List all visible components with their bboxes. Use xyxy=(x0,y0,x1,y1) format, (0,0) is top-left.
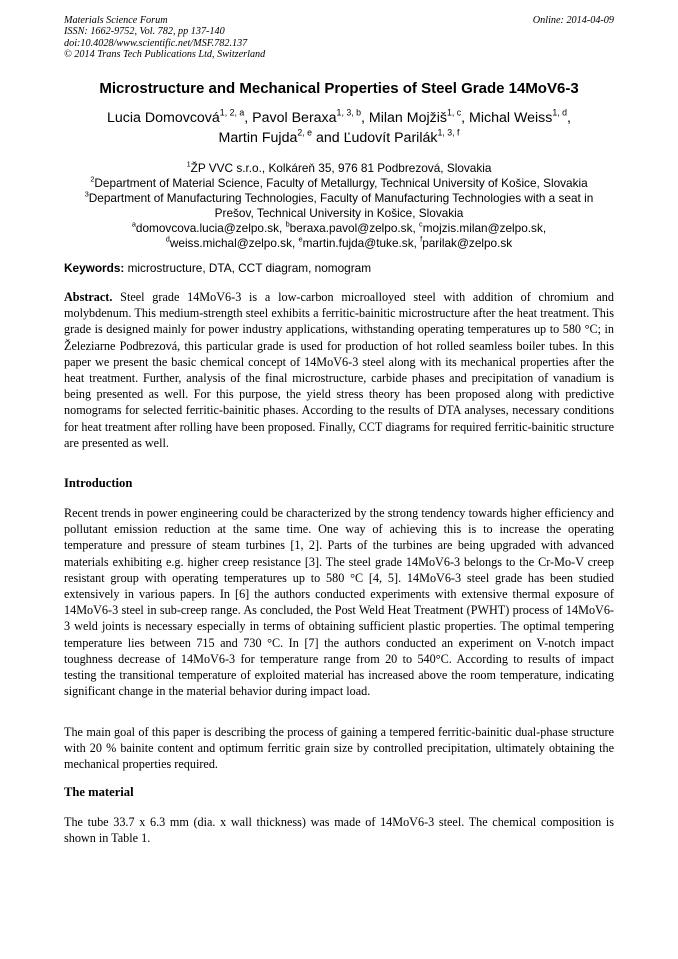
author-sup: 1, d xyxy=(552,107,568,118)
author-sup: 2, e xyxy=(297,127,313,138)
online-date: Online: 2014-04-09 xyxy=(532,15,614,26)
author-list xyxy=(60,108,618,148)
author-name: Martin Fujda xyxy=(218,130,298,146)
affiliation-sup: 2 xyxy=(90,174,95,184)
paragraph: The tube 33.7 x 6.3 mm (dia. x wall thickness) was made of 14MoV6-3 steel. The chemical composition is shown in Table 1. xyxy=(64,815,614,846)
email-f[interactable]: parilak@zelpo.sk xyxy=(422,236,513,250)
author-sup: 1, 3, b xyxy=(336,107,362,118)
paper-title: Microstructure and Mechanical Properties of Steel Grade 14MoV6-3 xyxy=(99,80,579,97)
separator: , xyxy=(567,110,571,126)
author-sup: 1, c xyxy=(446,107,462,118)
email-sup: b xyxy=(285,219,290,229)
affiliation-sup: 1 xyxy=(186,159,191,169)
separator: , xyxy=(461,110,470,126)
author-name: Ľudovít Parilák xyxy=(343,130,438,146)
affiliation-item xyxy=(60,161,618,176)
email-sup: f xyxy=(420,234,423,244)
intro-paragraph-2 xyxy=(64,724,614,773)
abstract-label: Abstract. xyxy=(64,290,113,304)
separator: , xyxy=(361,110,369,126)
author-name: Michal Weiss xyxy=(469,110,553,126)
author-sup: 1, 3, f xyxy=(437,127,460,138)
author-name: Lucia Domovcová xyxy=(107,110,220,126)
affiliation-text: ŽP VVC s.r.o., Kolkáreň 35, 976 81 Podbrezová, Slovakia xyxy=(190,161,492,175)
journal-name: Materials Science Forum xyxy=(64,15,168,26)
intro-paragraph-1 xyxy=(64,505,614,699)
paragraph: The main goal of this paper is describing the process of gaining a tempered ferritic-bainitic dual-phase structure with 20 % bainite content and optimum ferritic grain size by controlled precipitation, ultimately obtaining the mechanical properties required. xyxy=(64,725,614,772)
abstract xyxy=(64,289,614,451)
email-line: $^a$domovcova.lucia@zelpo.sk, $^b$beraxa.pavol@zelpo.sk, $^c$mojzis.milan@zelpo.sk, xyxy=(131,219,547,235)
journal-copyright: © 2014 Trans Tech Publications Ltd, Switzerland xyxy=(64,48,266,60)
author-name: Milan Mojžiš xyxy=(368,110,447,126)
author-name: Pavol Beraxa xyxy=(252,110,337,126)
affiliation-item xyxy=(60,176,618,191)
email-sup: e xyxy=(298,234,303,244)
paragraph: Recent trends in power engineering could be characterized by the strong tendency towards higher efficiency and pollutant emission reduction at the same time. One way of achieving this is to increase the operating temperature and pressure of steam turbines [1, 2]. Parts of the turbines are being upgraded with advanced materials exhibiting e.g. higher creep resistance [3]. The steel grade 14MoV6-3 belongs to the Cr-Mo-V creep resistant group with operating temperatures up to 580 °C [4, 5]. 14MoV6-3 steel grade has been studied extensively in various papers. In [6] the authors conducted experiments with extensive thermal exposure of 14MoV6-3 steel in sub-creep range. As concluded, the Post Weld Heat Treatment (PWHT) process of 14MoV6-3 weld joints is necessary especially in terms of obtaining sufficient plastic properties. The optimal tempering temperature lies between 715 and 730 °C. In [7] the authors conducted an experiment on V-notch impact toughness decrease of 14MoV6-3 for temperature range from 20 to 540°C. According to results of impact testing the transitional temperature of exploited material has increased above the room temperature, indicating significant change in the material behavior during impact load. xyxy=(64,506,614,699)
journal-doi: doi:10.4028/www.scientific.net/MSF.782.137 xyxy=(64,37,248,49)
affiliations xyxy=(60,161,618,251)
keywords xyxy=(64,261,371,275)
email-sup: c xyxy=(419,219,423,229)
email-a[interactable]: domovcova.lucia@zelpo.sk xyxy=(135,221,280,235)
affiliation-text: Department of Manufacturing Technologies, Faculty of Manufacturing Technologies with a seat in Prešov, Technical University in Košice, Slovakia xyxy=(88,191,594,220)
email-c[interactable]: mojzis.milan@zelpo.sk xyxy=(422,221,543,235)
email-sup: a xyxy=(131,219,136,229)
section-heading-material: The material xyxy=(64,785,134,799)
keywords-label: Keywords: xyxy=(64,261,125,275)
separator: and xyxy=(312,130,344,146)
email-d[interactable]: weiss.michal@zelpo.sk xyxy=(169,236,292,250)
email-b[interactable]: beraxa.pavol@zelpo.sk xyxy=(289,221,413,235)
journal-issn: ISSN: 1662-9752, Vol. 782, pp 137-140 xyxy=(64,26,225,38)
keywords-text: microstructure, DTA, CCT diagram, nomogram xyxy=(127,261,372,275)
email-line: $^d$weiss.michal@zelpo.sk, $^e$martin.fujda@tuke.sk, $^f$parilak@zelpo.sk xyxy=(165,234,513,250)
abstract-text: Steel grade 14MoV6-3 is a low-carbon microalloyed steel with addition of chromium and molybdenum. This medium-strength steel exhibits a ferritic-bainitic microstructure after the heat treatment. This grade is designed mainly for power industry applications, withstanding operating temperatures up to 580 °C; in Železiarne Podbrezová, this particular grade is used for production of hot rolled seamless boiler tubes. In this paper we present the basic chemical concept of 14MoV6-3 steel along with its mechanical properties after the heat treatment. Further, analysis of the final microstructure, carbide phases and precipitation of vanadium is being presented as well. For this purpose, the yield stress theory has been proposed along with predictive nomograms for selected ferritic-bainitic phases. According to the results of DTA analyses, necessary conditions for heat treatment after rolling have been proposed. Finally, CCT diagrams for required ferritic-bainitic structure are presented as well. xyxy=(64,290,614,450)
material-paragraph-1 xyxy=(64,814,614,846)
separator: , xyxy=(244,110,253,126)
journal-header xyxy=(64,15,265,60)
email-sup: d xyxy=(165,234,170,244)
affiliation-sup: 3 xyxy=(84,189,89,199)
affiliation-item xyxy=(60,191,618,221)
section-heading-introduction: Introduction xyxy=(64,476,133,490)
email-e[interactable]: martin.fujda@tuke.sk xyxy=(302,236,414,250)
author-sup: 1, 2, a xyxy=(219,107,245,118)
affiliation-text: Department of Material Science, Faculty of Metallurgy, Technical University of Košice, Slovakia xyxy=(94,176,588,190)
